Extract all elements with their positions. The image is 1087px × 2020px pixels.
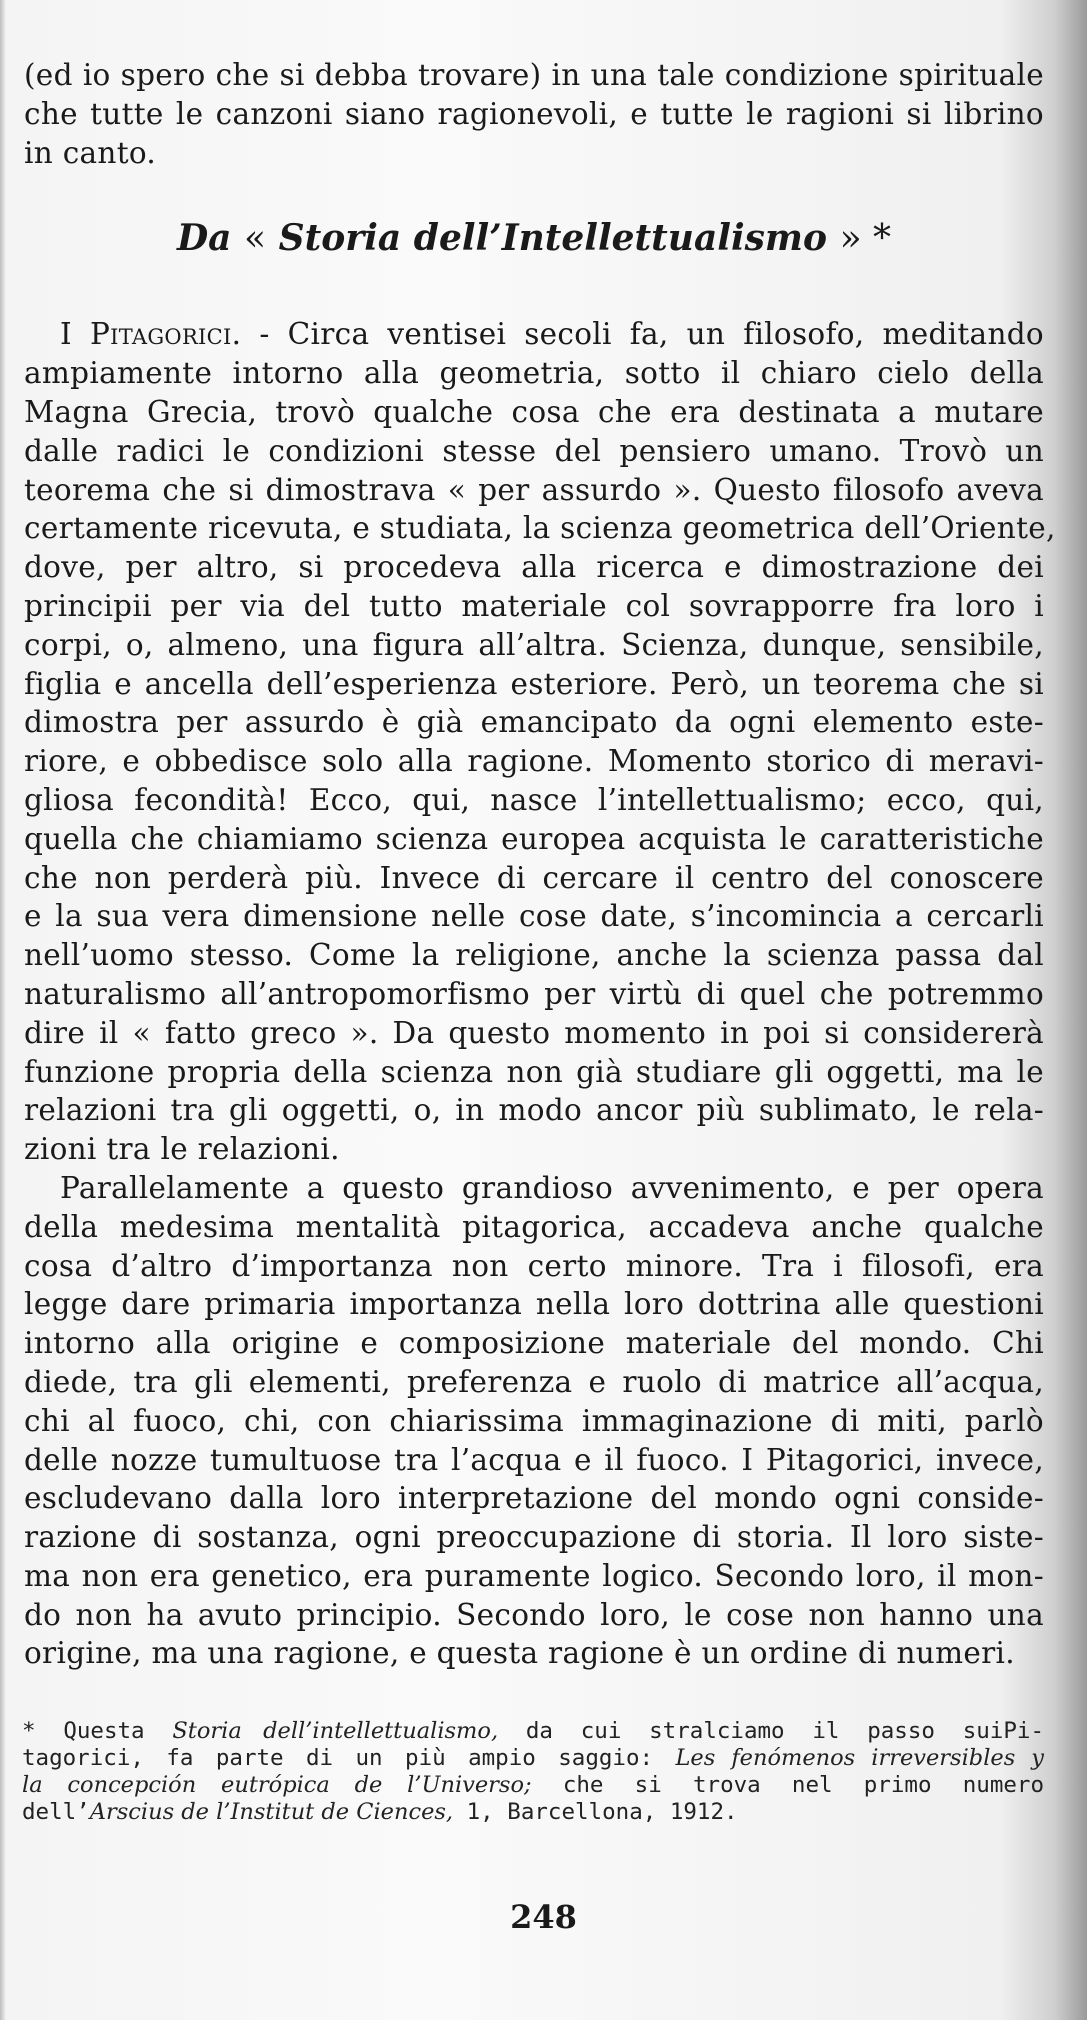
text-line: chi al fuoco, chi, con chiarissima immaginazione di miti, parlò bbox=[24, 1403, 1044, 1438]
text-line: figlia e ancella dell’esperienza esteriore. Però, un teorema che si bbox=[24, 666, 1044, 701]
footnote-italic: Storia dell’intellettualismo, bbox=[172, 1718, 499, 1744]
footnote-line bbox=[22, 1745, 1044, 1772]
text-line: Parallelamente a questo grandioso avvenimento, e per opera bbox=[60, 1170, 1044, 1205]
heading-close-quote: » * bbox=[839, 218, 892, 260]
heading-title: Storia dell’Intellettualismo bbox=[278, 217, 828, 260]
footnote-text: che si trova nel primo numero bbox=[531, 1772, 1045, 1798]
footnote bbox=[22, 1718, 1044, 1826]
footnote-line bbox=[22, 1718, 1044, 1745]
footnote-text: 1, Barcellona, 1912. bbox=[453, 1799, 738, 1825]
text-line: nell’uomo stesso. Come la religione, anche la scienza passa dal bbox=[24, 938, 1044, 973]
text-line: diede, tra gli elementi, preferenza e ruolo di matrice all’acqua, bbox=[24, 1364, 1044, 1399]
text-line: do non ha avuto principio. Secondo loro, le cose non hanno una bbox=[24, 1597, 1044, 1632]
footnote-italic: Les fenómenos irreversibles y bbox=[675, 1745, 1044, 1771]
lead-word: I Pitagorici. bbox=[60, 317, 242, 352]
footnote-italic: la concepción eutrópica de l’Universo; bbox=[22, 1772, 532, 1798]
heading-open-quote: « bbox=[244, 218, 267, 260]
text-line: riore, e obbedisce solo alla ragione. Momento storico di meravi- bbox=[24, 744, 1044, 779]
text-line: e la sua vera dimensione nelle cose date, s’incomincia a cercarli bbox=[24, 899, 1044, 934]
text-line: della medesima mentalità pitagorica, accadeva anche qualche bbox=[24, 1209, 1044, 1244]
text-line: ampiamente intorno alla geometria, sotto il chiaro cielo della bbox=[24, 356, 1044, 391]
text-line: intorno alla origine e composizione materiale del mondo. Chi bbox=[24, 1326, 1044, 1361]
text-line bbox=[24, 315, 1044, 354]
text-line: dimostra per assurdo è già emancipato da ogni elemento este- bbox=[24, 705, 1044, 740]
text-line: corpi, o, almeno, una figura all’altra. Scienza, dunque, sensibile, bbox=[24, 627, 1044, 662]
footnote-text: dell’ bbox=[22, 1799, 90, 1825]
intro-paragraph bbox=[24, 56, 1044, 172]
heading-prefix: Da bbox=[176, 217, 232, 260]
text-line: funzione propria della scienza non già studiare gli oggetti, ma le bbox=[24, 1054, 1044, 1089]
footnote-line bbox=[22, 1799, 1044, 1826]
text-line: in canto. bbox=[24, 135, 157, 170]
footnote-line bbox=[22, 1772, 1044, 1799]
text-line: ma non era genetico, era puramente logico. Secondo loro, il mon- bbox=[24, 1558, 1044, 1593]
text-line: dalle radici le condizioni stesse del pensiero umano. Trovò un bbox=[24, 433, 1044, 468]
paragraph-pitagorici bbox=[24, 315, 1056, 1169]
footnote-text: * Questa bbox=[22, 1718, 173, 1744]
section-heading bbox=[24, 216, 1044, 261]
page-number: 248 bbox=[510, 1898, 577, 1936]
text-line: dove, per altro, si procedeva alla ricerca e dimostrazione dei bbox=[24, 550, 1044, 585]
text-line: razione di sostanza, ogni preoccupazione di storia. Il loro siste- bbox=[24, 1520, 1044, 1555]
footnote-italic: Arscius de l’Institut de Ciences, bbox=[89, 1799, 454, 1825]
text-line: legge dare primaria importanza nella loro dottrina alle questioni bbox=[24, 1287, 1044, 1322]
text-line: che tutte le canzoni siano ragionevoli, e tutte le ragioni si librino bbox=[24, 96, 1044, 131]
text-line: teorema che si dimostrava « per assurdo ». Questo filosofo aveva bbox=[24, 472, 1044, 507]
text-line: zioni tra le relazioni. bbox=[24, 1132, 340, 1167]
lead-line-rest: - Circa ventisei secoli fa, un filosofo, meditando bbox=[241, 317, 1044, 352]
text-line: cosa d’altro d’importanza non certo minore. Tra i filosofi, era bbox=[24, 1248, 1044, 1283]
paragraph-parallelamente bbox=[24, 1169, 1044, 1673]
text-line: delle nozze tumultuose tra l’acqua e il fuoco. I Pitagorici, invece, bbox=[24, 1442, 1044, 1477]
text-column bbox=[24, 56, 1056, 1673]
text-line: naturalismo all’antropomorfismo per virtù di quel che potremmo bbox=[24, 976, 1044, 1011]
text-line: Magna Grecia, trovò qualche cosa che era destinata a mutare bbox=[24, 394, 1044, 429]
text-line: escludevano dalla loro interpretazione del mondo ogni conside- bbox=[24, 1481, 1044, 1516]
footnote-text: da cui stralciamo il passo suiPi- bbox=[498, 1718, 1044, 1744]
text-line: dire il « fatto greco ». Da questo momento in poi si considererà bbox=[24, 1015, 1044, 1050]
text-line: quella che chiamiamo scienza europea acquista le caratteristiche bbox=[24, 821, 1044, 856]
text-line: principii per via del tutto materiale col sovrapporre fra loro i bbox=[24, 588, 1044, 623]
text-line: certamente ricevuta, e studiata, la scienza geometrica dell’Oriente, bbox=[24, 511, 1056, 546]
page-left-edge-shadow bbox=[0, 0, 6, 2020]
text-line: gliosa fecondità! Ecco, qui, nasce l’intellettualismo; ecco, qui, bbox=[24, 782, 1044, 817]
footnote-text: tagorici, fa parte di un più ampio saggio: bbox=[22, 1745, 676, 1771]
text-line: relazioni tra gli oggetti, o, in modo ancor più sublimato, le rela- bbox=[24, 1093, 1044, 1128]
text-line: origine, ma una ragione, e questa ragione è un ordine di numeri. bbox=[24, 1636, 1015, 1671]
text-line: che non perderà più. Invece di cercare il centro del conoscere bbox=[24, 860, 1044, 895]
text-line: (ed io spero che si debba trovare) in una tale condizione spirituale bbox=[24, 58, 1044, 92]
